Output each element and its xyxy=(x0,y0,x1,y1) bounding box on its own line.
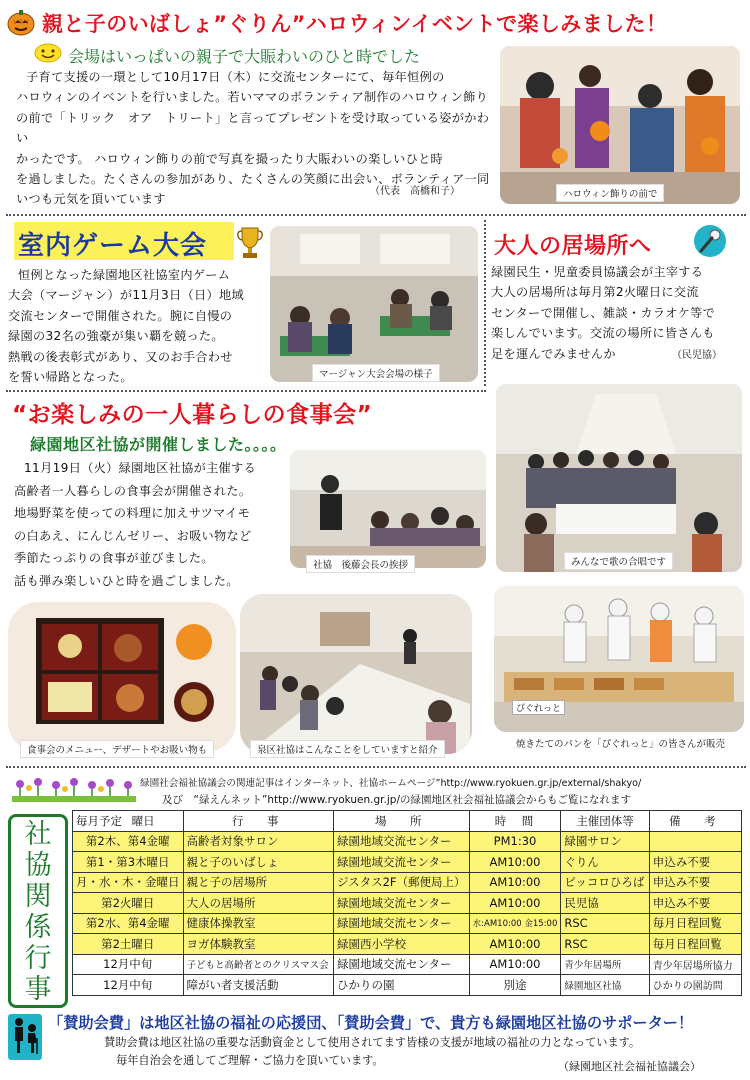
photo-caption: 社協 後藤会長の挨拶 xyxy=(306,555,415,573)
halloween-photo xyxy=(500,46,740,204)
side-title-char: 行 xyxy=(24,943,52,974)
helper-icon xyxy=(8,1014,42,1060)
cell-event: 子どもと高齢者とのクリスマス会 xyxy=(183,954,333,975)
cell-day: 第2土曜日 xyxy=(73,934,184,955)
photo-caption: 焼きたてのパンを「ぴぐれっと」の皆さんが販売 xyxy=(516,739,726,750)
meal-title: “お楽しみの一人暮らしの食事会” xyxy=(12,402,373,428)
article-line: 地場野菜を使っての料理に加えサツマイモ xyxy=(14,506,251,520)
article-line: いつも元気を頂いています xyxy=(16,192,166,207)
column-header: 場 所 xyxy=(333,811,469,832)
schedule-side-title xyxy=(8,814,68,1008)
cell-event: 健康体操教室 xyxy=(183,913,333,934)
cell-place: 緑園西小学校 xyxy=(333,934,469,955)
section-divider xyxy=(6,214,746,216)
schedule-table xyxy=(72,810,742,996)
photo-caption: みんなで歌の合唱です xyxy=(564,552,673,570)
cell-organizer: 民児協 xyxy=(561,893,649,914)
page-title: 親と子のいばしょ”ぐりん”ハロウィンイベントで楽しみました！ xyxy=(42,12,668,36)
hall-photo xyxy=(240,594,472,754)
cell-time: AM10:00 xyxy=(469,852,561,873)
game-title: 室内ゲーム大会 xyxy=(18,231,208,261)
cell-organizer: 青少年居場所 xyxy=(561,954,649,975)
column-header: 備 考 xyxy=(649,811,741,832)
side-title-char: 協 xyxy=(24,850,52,881)
table-row xyxy=(73,852,742,873)
cell-place: ひかりの園 xyxy=(333,975,469,996)
article-line: 11月19日（火）緑園地区社協が主催する xyxy=(24,461,257,475)
cell-time: 別途 xyxy=(469,975,561,996)
column-header xyxy=(73,811,184,832)
bread-shop-sign: ぴぐれっと xyxy=(512,700,565,715)
photo-caption: 食事会のメニュー、デザートやお吸い物も xyxy=(20,740,214,758)
cell-day: 12月中旬 xyxy=(73,975,184,996)
article-line: 季節たっぷりの食事が並びました。 xyxy=(14,551,214,565)
cell-organizer: 緑園地区社協 xyxy=(561,975,649,996)
cell-organizer: 緑園サロン xyxy=(561,831,649,852)
article-line: 緑園の32名の強豪が集い覇を競った。 xyxy=(8,329,224,344)
article-line: 熱戦の後表彰式があり、又のお手合わせ xyxy=(8,349,233,364)
cell-organizer: RSC xyxy=(561,913,649,934)
article-line: を過しました。たくさんの参加があり、たくさんの笑顔に出会い、ボランティア一同 xyxy=(16,172,490,187)
article-line: 高齢者一人暮らしの食事会が開催された。 xyxy=(14,483,252,498)
cell-event: 親と子の居場所 xyxy=(183,872,333,893)
article-line: 話も弾み楽しいひと時を過ごしました。 xyxy=(14,573,239,588)
cell-event: 高齢者対象サロン xyxy=(183,831,333,852)
cell-day: 第2水、第4金曜 xyxy=(73,913,184,934)
article-line: ハロウィンのイベントを行いました。若いママのボランティア制作のハロウィン飾り xyxy=(16,90,489,105)
article-line: かったです。 ハロウィン飾りの前で写真を撮ったり大賑わいの楽しいひと時 xyxy=(16,151,444,166)
meal-subtitle: 緑園地区社協が開催しました。。。。 xyxy=(30,435,287,454)
cell-time: AM10:00 xyxy=(469,872,561,893)
game-article xyxy=(8,265,270,387)
column-header: 行 事 xyxy=(183,811,333,832)
article-line: 恒例となった緑園地区社協室内ゲーム xyxy=(18,268,231,282)
section-divider xyxy=(484,220,486,386)
table-header-row xyxy=(73,811,742,832)
halloween-signature: （代表 高橋和子） xyxy=(370,186,460,197)
speech-photo xyxy=(290,450,486,568)
cell-event: ヨガ体験教室 xyxy=(183,934,333,955)
section-divider xyxy=(6,766,746,768)
article-line: 子育て支援の一環として10月17日（木）に交流センターにて、毎年恒例の xyxy=(26,70,445,84)
smiley-icon xyxy=(34,43,62,63)
flowers-icon xyxy=(12,776,136,802)
table-row xyxy=(73,975,742,996)
side-title-char: 係 xyxy=(24,912,52,943)
food-photo xyxy=(8,602,236,752)
cell-day: 第2木、第4金曜 xyxy=(73,831,184,852)
cell-day: 12月中旬 xyxy=(73,954,184,975)
mahjong-photo xyxy=(270,226,478,382)
support-text: 毎年自治会を通してご理解・ご協力を頂いています。 xyxy=(116,1054,384,1067)
cell-place: 緑園地域交流センター xyxy=(333,954,469,975)
cell-note: 申込み不要 xyxy=(649,872,741,893)
table-row xyxy=(73,893,742,914)
side-title-char: 社 xyxy=(24,819,52,850)
cell-time: AM10:00 xyxy=(469,934,561,955)
support-text: 賛助会費は地区社協の重要な活動資金として使用されてます皆様の支援が地域の福祉の力となっています。 xyxy=(104,1036,641,1049)
cell-place: 緑園地域交流センター xyxy=(333,831,469,852)
column-header: 主催団体等 xyxy=(561,811,649,832)
cell-note xyxy=(649,831,741,852)
cell-place: ジスタス2F（郵便局上） xyxy=(333,872,469,893)
adult-signature: （民児協） xyxy=(672,350,722,361)
photo-caption: ハロウィン飾りの前で xyxy=(556,184,664,202)
article-line: を誓い帰路となった。 xyxy=(8,370,133,385)
cell-event: 親と子のいばしょ xyxy=(183,852,333,873)
footer-signature: （緑園地区社会福祉協議会） xyxy=(558,1060,701,1073)
cell-time: 水:AM10:00 金15:00 xyxy=(469,913,561,934)
cell-day: 第2火曜日 xyxy=(73,893,184,914)
photo-caption: 泉区社協はこんなことをしていますと紹介 xyxy=(250,740,445,758)
karaoke-photo xyxy=(496,384,742,572)
column-header: 時 間 xyxy=(469,811,561,832)
link-text: 及び “緑えんネット”http://www.ryokuen.gr.jp/の緑園地区社会福祉協議会からもご覧になれます xyxy=(162,794,631,806)
link-text: 緑園社会福祉協議会の関連記事はインターネット、社協ホームページ”http://www.ryokuen.gr.jp/external/shakyo/ xyxy=(140,778,642,789)
side-title-char: 関 xyxy=(24,881,52,912)
article-line: 大会（マージャン）が11月3日（日）地域 xyxy=(8,288,244,303)
cell-organizer: ぐりん xyxy=(561,852,649,873)
cell-note: 申込み不要 xyxy=(649,893,741,914)
cell-note: 毎月日程回覧 xyxy=(649,913,741,934)
article-line: 緑園民生・児童委員協議会が主宰する xyxy=(491,265,704,279)
photo-caption: マージャン大会会場の様子 xyxy=(312,364,440,382)
cell-note: ひかりの園訪問 xyxy=(649,975,741,996)
microphone-icon xyxy=(690,224,730,258)
article-line: センターで開催し、雑談・カラオケ等で xyxy=(491,305,716,320)
cell-organizer: ピッコロひろば xyxy=(561,872,649,893)
article-line: の前で「トリック オア トリート」と言ってプレゼントを受け取っている姿がかわい xyxy=(16,110,490,146)
article-line: 足を運んでみませんか xyxy=(491,346,616,361)
halloween-subtitle: 会場はいっぱいの親子で大賑わいのひと時でした xyxy=(68,47,421,66)
cell-time: AM10:00 xyxy=(469,954,561,975)
cell-note: 毎月日程回覧 xyxy=(649,934,741,955)
cell-time: PM1:30 xyxy=(469,831,561,852)
article-line: 大人の居場所は毎月第2火曜日に交流 xyxy=(491,285,699,300)
side-title-char: 事 xyxy=(24,974,52,1005)
cell-place: 緑園地域交流センター xyxy=(333,893,469,914)
cell-day: 第1・第3木曜日 xyxy=(73,852,184,873)
cell-place: 緑園地域交流センター xyxy=(333,913,469,934)
adult-title: 大人の居場所へ xyxy=(494,234,652,259)
meal-article xyxy=(14,457,304,592)
cell-note: 申込み不要 xyxy=(649,852,741,873)
cell-day: 月・水・木・金曜日 xyxy=(73,872,184,893)
article-line: 交流センターで開催された。腕に自慢の xyxy=(8,308,233,323)
table-row xyxy=(73,872,742,893)
cell-note: 青少年居場所協力 xyxy=(649,954,741,975)
cell-event: 障がい者支援活動 xyxy=(183,975,333,996)
section-divider xyxy=(6,390,486,392)
article-line: の白あえ、にんじんゼリー、お吸い物など xyxy=(14,528,252,543)
pumpkin-icon xyxy=(6,8,36,36)
cell-place: 緑園地域交流センター xyxy=(333,852,469,873)
trophy-icon xyxy=(236,224,264,260)
table-row xyxy=(73,913,742,934)
table-row xyxy=(73,954,742,975)
cell-time: AM10:00 xyxy=(469,893,561,914)
table-row xyxy=(73,934,742,955)
header-label: 曜日 xyxy=(131,813,155,828)
table-row xyxy=(73,831,742,852)
cell-organizer: RSC xyxy=(561,934,649,955)
cell-event: 大人の居場所 xyxy=(183,893,333,914)
article-line: 楽しんでいます。交流の場所に皆さんも xyxy=(491,326,715,341)
support-slogan: 「賛助会費」は地区社協の福祉の応援団、「賛助会費」で、貴方も緑園地区社協のサポーター！ xyxy=(48,1014,694,1032)
header-label: 毎月予定 xyxy=(76,813,122,828)
